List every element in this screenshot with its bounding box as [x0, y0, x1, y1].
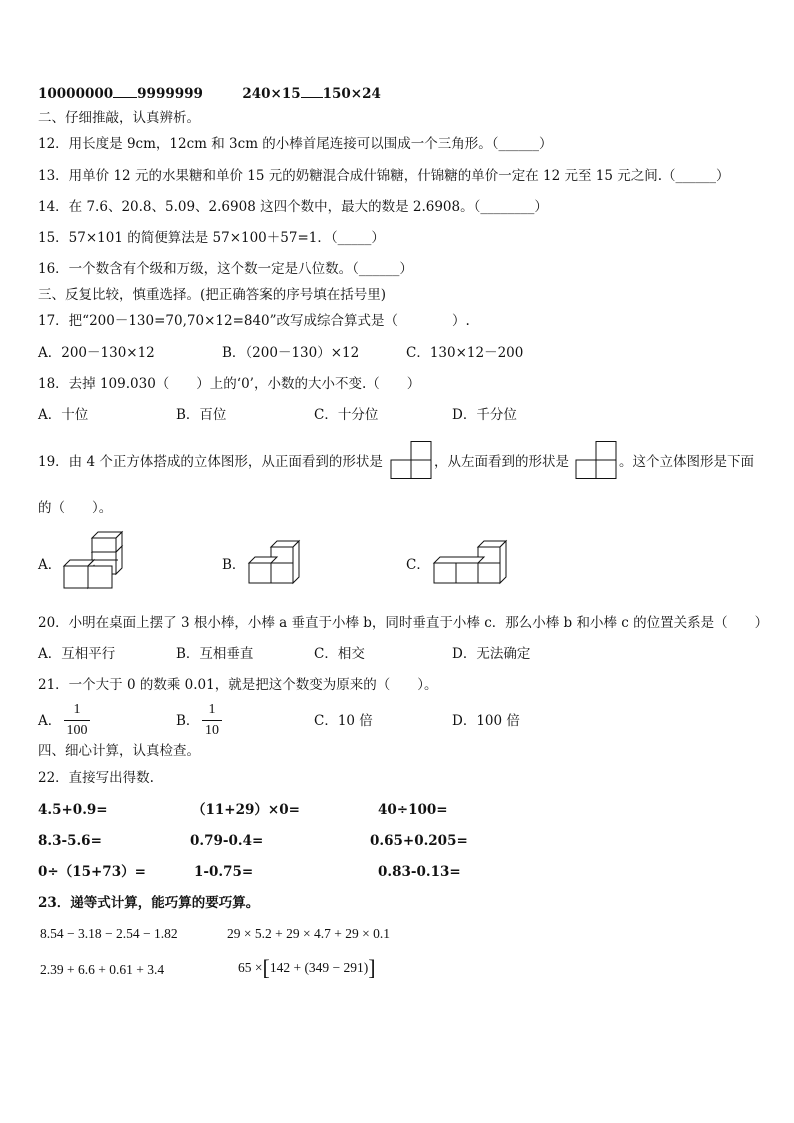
compare-line — [38, 85, 381, 102]
q18-option-b[interactable]: B．百位 — [176, 407, 227, 423]
q19-option-b-cube-figure — [247, 537, 303, 589]
q19-option-c[interactable]: C． — [406, 557, 430, 573]
question-20-stem: 20．小明在桌面上摆了 3 根小棒，小棒 a 垂直于小棒 b，同时垂直于小棒 c．那么小棒 b 和小棒 c 的位置关系是（ ） — [38, 615, 769, 631]
q21-option-a[interactable]: A． — [38, 713, 62, 729]
question-19-stem-part4: 的（ ）。 — [38, 500, 113, 516]
calc-item-1: 4.5+0.9= — [38, 802, 108, 818]
q19-option-c-cube-figure — [432, 537, 508, 589]
question-23-stem: 23．递等式计算，能巧算的要巧算。 — [38, 895, 260, 911]
question-13: 13．用单价 12 元的水果糖和单价 15 元的奶糖混合成什锦糖，什锦糖的单价一定在 12 元至 15 元之间.（______） — [38, 168, 730, 184]
section-3-heading: 三、反复比较，慎重选择。(把正确答案的序号填在括号里) — [38, 287, 387, 303]
calc-item-6: 0.65+0.205= — [370, 833, 468, 849]
question-12: 12．用长度是 9cm，12cm 和 3cm 的小棒首尾连接可以围成一个三角形。（______） — [38, 136, 553, 152]
q19-option-a-cube-figure — [62, 532, 126, 592]
question-18-stem: 18．去掉 109.030（ ）上的‘0’，小数的大小不变.（ ） — [38, 376, 421, 392]
q21-b-numerator: 1 — [208, 702, 216, 717]
question-19-stem-part3: 。这个立体图形是下面 — [619, 454, 754, 470]
question-21-stem: 21．一个大于 0 的数乘 0.01，就是把这个数变为原来的（ ）。 — [38, 677, 438, 693]
expr-3: 2.39 + 6.6 + 0.61 + 3.4 — [40, 962, 165, 977]
q21-fraction-1-10 — [202, 702, 222, 739]
expr-2: 29 × 5.2 + 29 × 4.7 + 29 × 0.1 — [227, 926, 390, 941]
question-15: 15．57×101 的简便算法是 57×100＋57=1．（_____） — [38, 230, 385, 246]
q18-option-a[interactable]: A．十位 — [38, 407, 89, 423]
q18-option-d[interactable]: D．千分位 — [452, 407, 517, 423]
question-19-stem-part1: 19．由 4 个正方体搭成的立体图形，从正面看到的形状是 — [38, 454, 383, 470]
compare-blank-1[interactable] — [113, 85, 137, 98]
q20-option-d[interactable]: D．无法确定 — [452, 646, 531, 662]
q19-option-a[interactable]: A． — [38, 557, 62, 573]
compare-blank-2[interactable] — [301, 85, 323, 98]
q20-option-c[interactable]: C．相交 — [314, 646, 365, 662]
q21-option-c[interactable]: C．10 倍 — [314, 713, 373, 729]
compare-right-b: 150×24 — [322, 86, 381, 102]
calc-item-7: 0÷（15+73）= — [38, 864, 146, 880]
q18-option-c[interactable]: C．十分位 — [314, 407, 379, 423]
calc-item-3: 40÷100= — [378, 802, 448, 818]
question-19-stem-part2: ，从左面看到的形状是 — [434, 454, 569, 470]
q19-option-b[interactable]: B． — [222, 557, 246, 573]
question-22-stem: 22．直接写出得数. — [38, 770, 154, 786]
calc-item-8: 1-0.75= — [194, 864, 254, 880]
expr-4-inner: 142 + (349 − 291) — [269, 960, 369, 975]
compare-left-a: 10000000 — [38, 86, 114, 102]
question-17-stem: 17．把“200－130=70,70×12=840”改写成综合算式是（ ）. — [38, 313, 470, 329]
q17-option-a[interactable]: A．200－130×12 — [38, 345, 155, 361]
q17-option-c[interactable]: C．130×12－200 — [406, 345, 524, 361]
expr-4: 65 ×[142 + (349 − 291)] — [238, 955, 376, 980]
q21-fraction-1-100 — [64, 702, 90, 739]
calc-item-5: 0.79-0.4= — [190, 833, 264, 849]
compare-left-b: 9999999 — [137, 86, 203, 102]
calc-item-2: （11+29）×0= — [192, 802, 300, 818]
expr-4-prefix: 65 × — [238, 960, 263, 975]
q21-option-b[interactable]: B． — [176, 713, 200, 729]
compare-right-a: 240×15 — [242, 86, 301, 102]
question-14: 14．在 7.6、20.8、5.09、2.6908 这四个数中，最大的数是 2.6908。（________） — [38, 199, 548, 215]
calc-item-9: 0.83-0.13= — [378, 864, 461, 880]
q21-b-denominator: 10 — [205, 723, 219, 738]
question-16: 16．一个数含有个级和万级，这个数一定是八位数。（______） — [38, 261, 413, 277]
q21-a-numerator: 1 — [73, 702, 81, 717]
q20-option-b[interactable]: B．互相垂直 — [176, 646, 254, 662]
q20-option-a[interactable]: A．互相平行 — [38, 646, 116, 662]
left-view-figure — [575, 441, 617, 479]
q21-option-d[interactable]: D．100 倍 — [452, 713, 520, 729]
expr-1: 8.54 − 3.18 − 2.54 − 1.82 — [40, 926, 178, 941]
q17-option-b[interactable]: B．（200－130）×12 — [222, 345, 360, 361]
section-4-heading: 四、细心计算，认真检查。 — [38, 743, 200, 759]
q21-a-denominator: 100 — [66, 723, 88, 738]
calc-item-4: 8.3-5.6= — [38, 833, 102, 849]
front-view-figure — [390, 441, 432, 479]
section-2-heading: 二、仔细推敲，认真辨析。 — [38, 110, 200, 126]
